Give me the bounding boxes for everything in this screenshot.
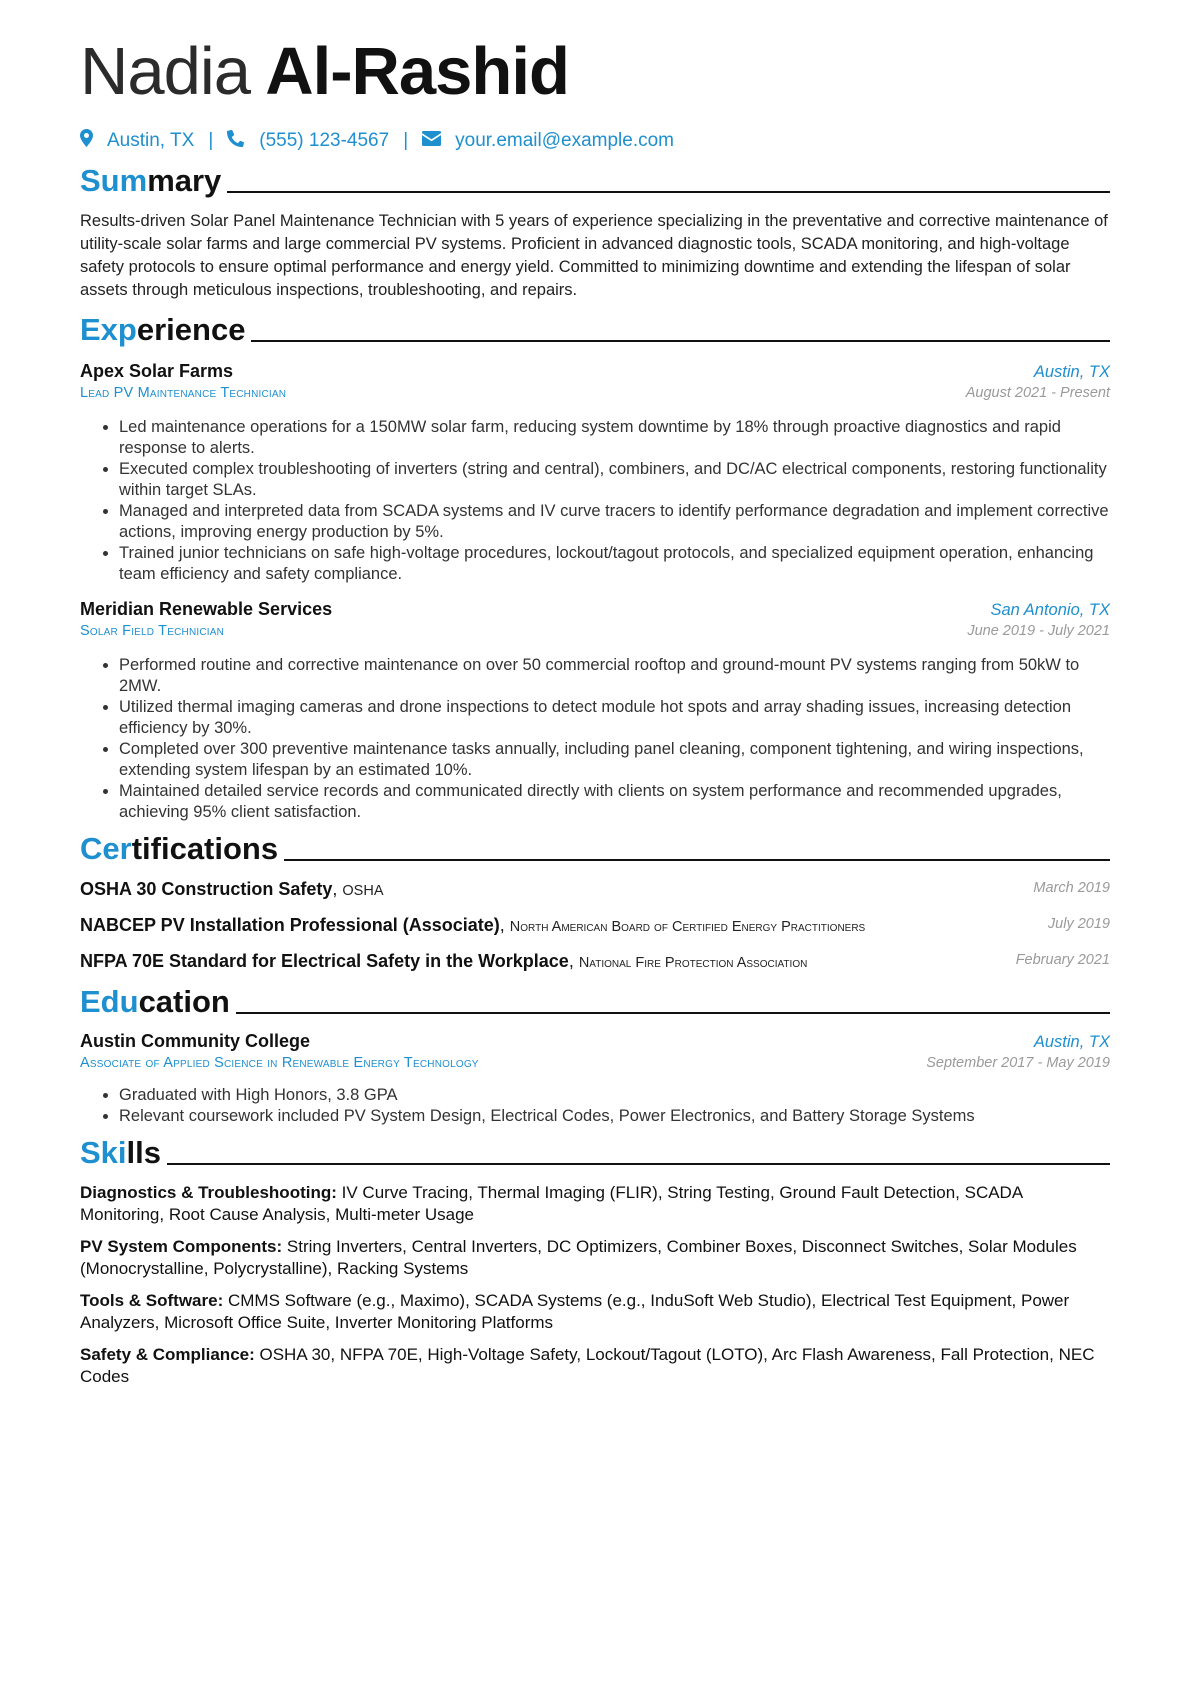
job-role: Lead PV Maintenance Technician: [80, 385, 287, 401]
section-title: [80, 833, 278, 864]
title-accent: Edu: [80, 984, 139, 1019]
education-bullets: [80, 1085, 1110, 1127]
list-item: • Led maintenance operations for a 150MW solar farm, reducing system downtime by 18% through proactive diagnostics and rapid response to alerts.: [119, 417, 1110, 459]
company-name: Meridian Renewable Services: [80, 599, 333, 619]
cert-date: March 2019: [1033, 880, 1110, 896]
job-entry: [80, 361, 1110, 585]
title-rest: lls: [126, 1135, 161, 1170]
contact-phone[interactable]: [227, 129, 389, 153]
section-title: [80, 165, 221, 196]
summary-heading: [80, 165, 1110, 196]
contact-location: [80, 129, 194, 153]
job-role: Solar Field Technician: [80, 623, 225, 639]
skill-label: PV System Components:: [80, 1237, 283, 1256]
first-name: Nadia: [80, 34, 251, 109]
section-title: [80, 986, 230, 1017]
job-bullets: [80, 655, 1110, 823]
cert-issuer: North American Board of Certified Energy Practitioners: [509, 919, 866, 935]
title-rest: mary: [147, 163, 222, 198]
skill-group: [80, 1236, 1110, 1280]
skill-group: [80, 1344, 1110, 1388]
section-rule: [251, 340, 1110, 342]
job-location: Austin, TX: [1033, 363, 1110, 381]
education-heading: [80, 986, 1110, 1017]
list-item: • Managed and interpreted data from SCADA systems and IV curve tracers to identify performance degradation and implement corrective actions, improving energy production by 5%.: [119, 501, 1110, 543]
cert-name: NABCEP PV Installation Professional (Associate): [80, 915, 500, 935]
job-entry: [80, 599, 1110, 823]
skill-group: [80, 1182, 1110, 1226]
title-accent: Ski: [80, 1135, 127, 1170]
cert-issuer: National Fire Protection Association: [578, 955, 808, 971]
education-dates: September 2017 - May 2019: [926, 1055, 1110, 1071]
cert-name: NFPA 70E Standard for Electrical Safety in the Workplace: [80, 951, 569, 971]
school-location: Austin, TX: [1033, 1033, 1110, 1051]
phone-text: (555) 123-4567: [259, 130, 390, 151]
title-accent: Cer: [80, 831, 132, 866]
list-item: • Performed routine and corrective maintenance on over 50 commercial rooftop and ground-mount PV systems ranging from 50kW to 2MW.: [119, 655, 1110, 697]
skill-items: CMMS Software (e.g., Maximo), SCADA Systems (e.g., InduSoft Web Studio), Electrical Test Equipment, Power Analyzers, Microsoft Office Suite, Inverter Monitoring Platforms: [80, 1291, 1070, 1332]
resume-content: [80, 34, 1110, 1388]
location-text: Austin, TX: [107, 130, 195, 151]
contact-bar: [80, 129, 1110, 153]
section-rule: [167, 1163, 1110, 1165]
contact-separator: |: [208, 130, 214, 151]
skill-label: Safety & Compliance:: [80, 1345, 255, 1364]
email-text: your.email@example.com: [455, 130, 674, 151]
candidate-name: [80, 34, 1110, 109]
title-accent: Exp: [80, 312, 137, 347]
skill-items: String Inverters, Central Inverters, DC Optimizers, Combiner Boxes, Disconnect Switches, Solar Modules (Monocrystalline, Polycrystalline), Racking Systems: [80, 1237, 1077, 1278]
envelope-icon: [422, 130, 441, 152]
cert-issuer: OSHA: [342, 883, 384, 899]
list-item: • Executed complex troubleshooting of inverters (string and central), combiners, and DC/AC electrical components, restoring functionality within target SLAs.: [119, 459, 1110, 501]
title-rest: erience: [136, 312, 246, 347]
skill-label: Tools & Software:: [80, 1291, 224, 1310]
job-location: San Antonio, TX: [990, 601, 1110, 619]
skill-items: OSHA 30, NFPA 70E, High-Voltage Safety, Lockout/Tagout (LOTO), Arc Flash Awareness, Fall Protection, NEC Codes: [80, 1345, 1095, 1386]
certifications-heading: [80, 833, 1110, 864]
cert-date: February 2021: [1015, 952, 1110, 968]
list-item: • Maintained detailed service records and communicated directly with clients on system performance and recommended upgrades, achieving 95% client satisfaction.: [119, 781, 1110, 823]
phone-icon: [227, 129, 245, 153]
skills-heading: [80, 1137, 1110, 1168]
cert-entry: NFPA 70E Standard for Electrical Safety in the Workplace, National Fire Protection Association February 2021: [80, 950, 1110, 974]
list-item: • Utilized thermal imaging cameras and drone inspections to detect module hot spots and array shading issues, increasing detection efficiency by 30%.: [119, 697, 1110, 739]
degree-name: Associate of Applied Science in Renewable Energy Technology: [80, 1055, 479, 1071]
section-title: [80, 314, 245, 345]
contact-email[interactable]: [422, 130, 674, 152]
list-item: • Relevant coursework included PV System Design, Electrical Codes, Power Electronics, and Battery Storage Systems: [119, 1106, 1110, 1127]
job-dates: August 2021 - Present: [965, 385, 1110, 401]
experience-heading: [80, 314, 1110, 345]
cert-entry: OSHA 30 Construction Safety, OSHA March 2019: [80, 878, 1110, 902]
title-rest: cation: [138, 984, 230, 1019]
job-dates: June 2019 - July 2021: [967, 623, 1110, 639]
section-title: [80, 1137, 161, 1168]
list-item: • Completed over 300 preventive maintenance tasks annually, including panel cleaning, component tightening, and wiring inspections, extending system lifespan by an estimated 10%.: [119, 739, 1110, 781]
section-rule: [227, 191, 1110, 193]
title-rest: tifications: [131, 831, 279, 866]
school-name: Austin Community College: [80, 1031, 311, 1051]
skill-label: Diagnostics & Troubleshooting:: [80, 1183, 337, 1202]
job-bullets: [80, 417, 1110, 585]
cert-entry: NABCEP PV Installation Professional (Associate), North American Board of Certified Energy Practitioners July 2019: [80, 914, 1110, 938]
list-item: • Trained junior technicians on safe high-voltage procedures, lockout/tagout protocols, and specialized equipment operation, enhancing team efficiency and safety compliance.: [119, 543, 1110, 585]
section-rule: [284, 859, 1110, 861]
company-name: Apex Solar Farms: [80, 361, 234, 381]
contact-separator: |: [403, 130, 409, 151]
cert-name: OSHA 30 Construction Safety: [80, 879, 333, 899]
title-accent: Sum: [80, 163, 148, 198]
last-name: Al-Rashid: [265, 34, 569, 109]
list-item: • Graduated with High Honors, 3.8 GPA: [119, 1085, 1110, 1106]
skill-group: [80, 1290, 1110, 1334]
cert-date: July 2019: [1047, 916, 1110, 932]
section-rule: [236, 1012, 1110, 1014]
education-entry: [80, 1031, 1110, 1127]
map-marker-icon: [80, 129, 93, 153]
summary-text: Results-driven Solar Panel Maintenance Technician with 5 years of experience specializing in the preventative and corrective maintenance of utility-scale solar farms and large commercial PV systems. Proficient in advanced diagnostic tools, SCADA monitoring, and high-voltage safety protocols to ensure optimal performance and energy yield. Committed to minimizing downtime and extending the lifespan of solar assets through meticulous inspections, troubleshooting, and repairs.: [80, 212, 1108, 299]
skill-items: IV Curve Tracing, Thermal Imaging (FLIR), String Testing, Ground Fault Detection, SCADA Monitoring, Root Cause Analysis, Multi-meter Usage: [80, 1183, 1023, 1224]
